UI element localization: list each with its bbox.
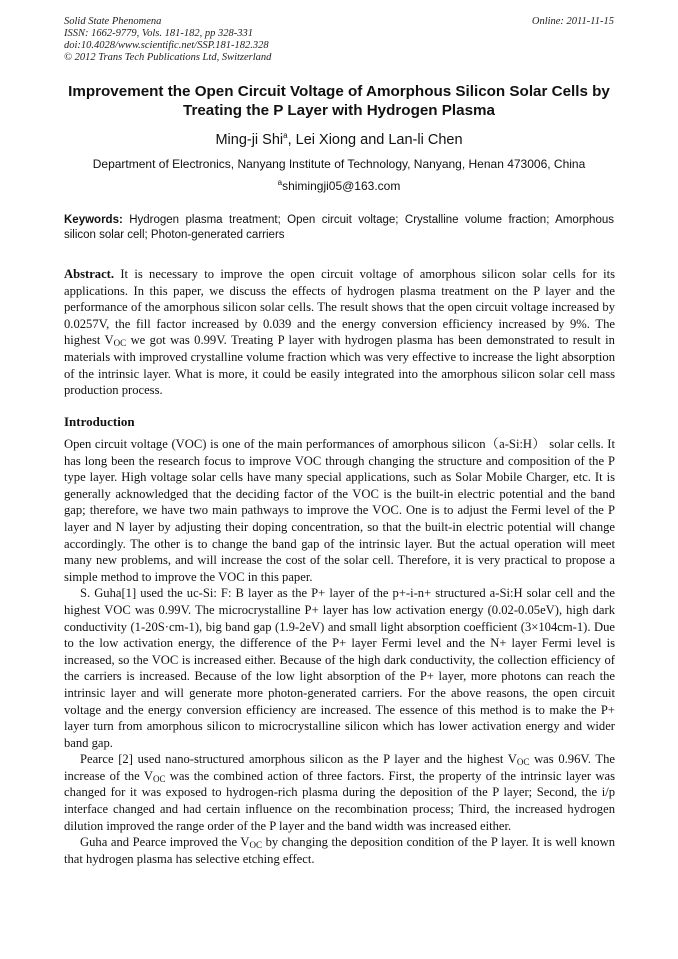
- journal-header: [64, 16, 271, 64]
- p3-sub-2: OC: [152, 773, 166, 784]
- author-sup: a: [283, 131, 288, 140]
- author-rest: , Lei Xiong and Lan-li Chen: [287, 131, 463, 148]
- email-address[interactable]: shimingji05@163.com: [282, 179, 401, 193]
- introduction-body: [64, 436, 615, 867]
- keywords-label: Keywords:: [64, 214, 123, 226]
- affiliation: Department of Electronics, Nanyang Institute of Technology, Nanyang, Henan 473006, China: [92, 157, 586, 171]
- abstract-sub: OC: [113, 338, 127, 349]
- author-first: Ming-ji Shi: [215, 131, 284, 148]
- intro-paragraph-1: Open circuit voltage (VOC) is one of the main performances of amorphous silicon（a-Si:H） solar cells. It has long been the research focus to improve VOC through changing the structure and composition of the P type layer. High voltage solar cells have many special applications, such as Solar Mobile Charger, etc. It is generally acknowledged that the deciding factor of the VOC is the built-in electric potential and the band gap; therefore, we have two main pathways to improve the VOC. One is to adjust the Fermi level of the P layer and N layer by adjusting their doping concentration, so that the built-in electric potential will change accordingly. The other is to change the band gap of the intrinsic layer. But the actual operation will meet many new problems, and will increase the cost of the solar cell. Therefore, it is very practical to propose a simple method to improve the VOC in this paper.: [64, 437, 615, 584]
- issn: ISSN: 1662-9779, Vols. 181-182, pp 328-331: [64, 28, 253, 39]
- paper-title: Improvement the Open Circuit Voltage of Amorphous Silicon Solar Cells by Treating the P Layer with Hydrogen Plasma: [68, 83, 610, 119]
- intro-paragraph-2: S. Guha[1] used the uc-Si: F: B layer as the P+ layer of the p+-i-n+ structured a-Si:H solar cell and the highest VOC was 0.99V. The microcrystalline P+ layer has low activation energy (0.02-0.05eV), high dark conductivity (1-20S·cm-1), big band gap (1.9-2eV) and small light absorption coefficient (3×104cm-1). Due to the low activation energy, the difference of the P+ layer Fermi level and the N+ layer Fermi level is increased, so the VOC is increased either. Because of the high dark conductivity, the collection efficiency of the carriers is increased. Because of the low light absorption of the P+ layer, more photons can reach the intrinsic layer and will generate more photon-generated carriers. For the above reasons, the open circuit voltage and the energy conversion efficiency are increased. The essence of this method is to make the P+ layer turn from amorphous silicon to microcrystalline silicon which has lower activation energy and wider band gap.: [64, 586, 615, 750]
- email-sup: a: [277, 178, 283, 187]
- author-list: [0, 131, 678, 148]
- journal-name: Solid State Phenomena: [64, 16, 162, 27]
- p4-text-b: by changing the deposition condition of the P layer. It is well known that hydrogen plasma has selective etching effect.: [64, 835, 615, 866]
- p4-sub: OC: [249, 840, 263, 851]
- p3-sub-1: OC: [516, 757, 530, 768]
- abstract-text-1: It is necessary to improve the open circuit voltage of amorphous silicon solar cells for its applications. In this paper, we discuss the effects of hydrogen plasma treatment on the P layer and the performance of the amorphous silicon solar cells. The result shows that the open circuit voltage increased by 0.0257V, the fill factor increased by 0.039 and the energy conversion efficiency increased by 9%. The highest V: [64, 267, 615, 348]
- abstract-label: Abstract.: [64, 267, 115, 281]
- doi: doi:10.4028/www.scientific.net/SSP.181-182.328: [64, 40, 269, 51]
- copyright: © 2012 Trans Tech Publications Ltd, Switzerland: [64, 52, 272, 63]
- intro-paragraph-4: [64, 834, 615, 867]
- intro-paragraph-3: [64, 751, 615, 834]
- online-date: Online: 2011-11-15: [531, 16, 614, 27]
- keywords: [64, 213, 614, 243]
- p4-text-a: Guha and Pearce improved the V: [80, 835, 250, 850]
- keywords-text: Hydrogen plasma treatment; Open circuit voltage; Crystalline volume fraction; Amorphous silicon solar cell; Photon-generated carriers: [64, 214, 614, 241]
- p3-text-a: Pearce [2] used nano-structured amorphous silicon as the P layer and the highest V: [80, 752, 517, 767]
- p3-text-b: was 0.96V. The increase of the V: [64, 752, 616, 783]
- abstract: [64, 266, 615, 399]
- email-line: [0, 178, 678, 193]
- p3-text-c: was the combined action of three factors. First, the property of the intrinsic layer was changed for it was exposed to hydrogen-rich plasma during the deposition of the P layer; Second, the i/p interface changed and had certain influence on the recombination process; Third, the increased hydrogen dilution improved the range order of the P layer and the band width was increased either.: [64, 768, 615, 833]
- abstract-text-2: we got was 0.99V. Treating P layer with hydrogen plasma has been demonstrated to result in materials with improved crystalline volume fraction which was very effective to increase the light absorption of the intrinsic layer. What is more, it could be easily integrated into the amorphous silicon solar cell mass production process.: [64, 333, 615, 398]
- introduction-heading: Introduction: [64, 414, 135, 429]
